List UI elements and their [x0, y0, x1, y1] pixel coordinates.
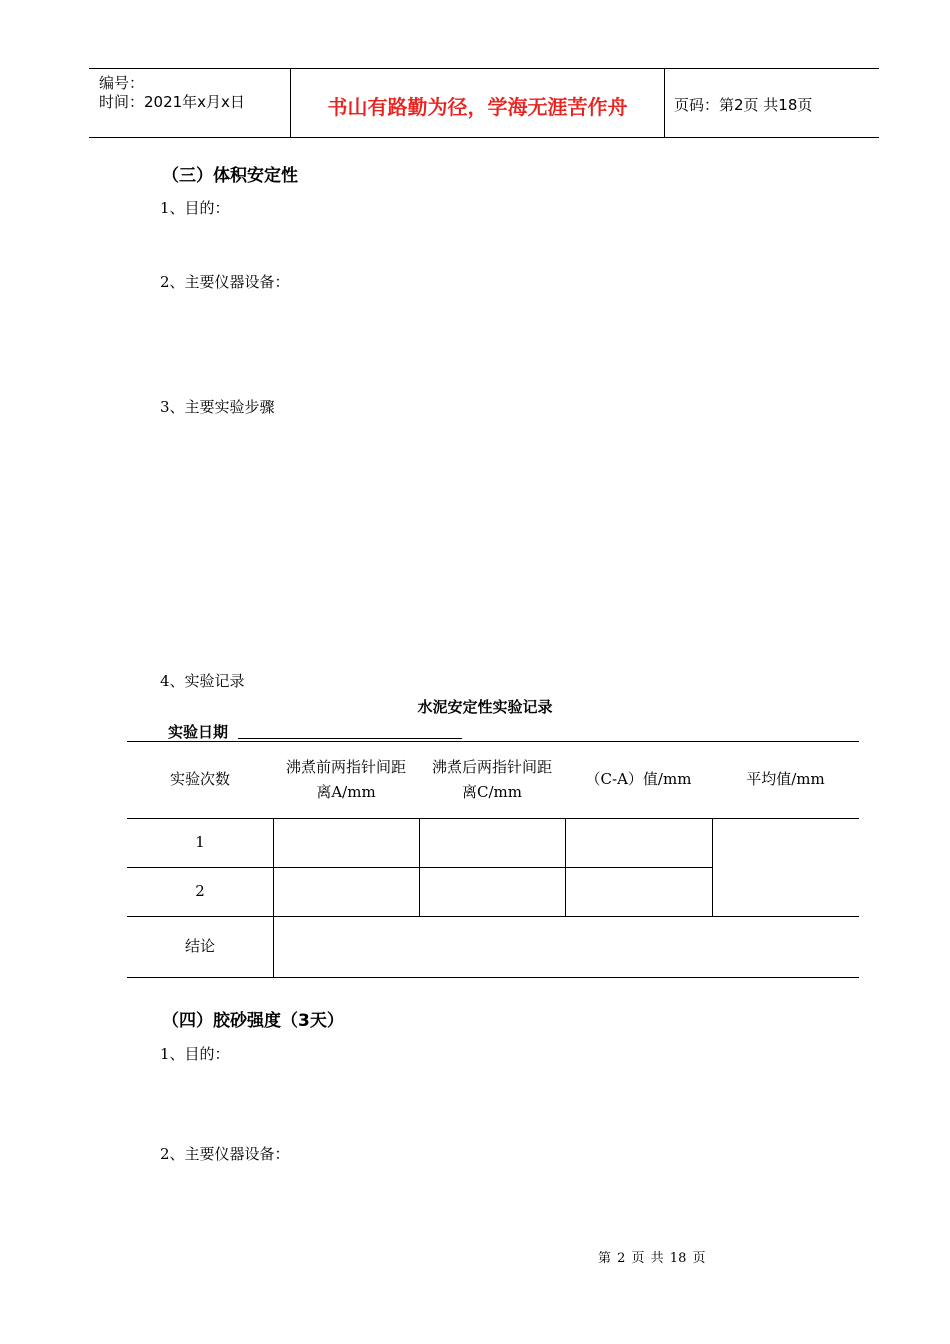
cell-average[interactable] [712, 818, 859, 916]
section4-item-purpose: 1、目的： [160, 1045, 230, 1063]
page-header [89, 68, 879, 138]
section-title-mortar-strength: （四）胶砂强度（3天） [162, 1011, 344, 1031]
motto: 书山有路勤为径，学海无涯苦作舟 [327, 95, 628, 119]
header-average: 平均值/mm [746, 770, 825, 788]
cell-distance-c[interactable] [419, 867, 565, 916]
section3-item-equipment: 2、主要仪器设备： [160, 273, 290, 291]
row-label: 2 [195, 882, 205, 900]
cell-difference[interactable] [565, 818, 712, 867]
header-distance-after: 沸煮后两指针间距离C/mm [431, 757, 552, 801]
header-distance-before: 沸煮前两指针间距离A/mm [285, 757, 406, 801]
section4-item-equipment: 2、主要仪器设备： [160, 1145, 290, 1163]
header-trial-count: 实验次数 [169, 770, 230, 788]
time-label: 时间：2021年x月x日 [99, 93, 245, 111]
header-page-cell [664, 69, 879, 137]
header-info-cell [89, 69, 290, 137]
row-label: 1 [195, 833, 205, 851]
experiment-date-label: 实验日期 [168, 723, 229, 741]
number-label: 编号： [99, 74, 145, 92]
section-title-stability: （三）体积安定性 [162, 166, 298, 186]
header-motto-cell [290, 69, 665, 137]
conclusion-label: 结论 [184, 937, 215, 955]
cell-distance-a[interactable] [273, 818, 419, 867]
section3-item-record: 4、实验记录 [160, 672, 245, 690]
cell-distance-c[interactable] [419, 818, 565, 867]
stability-record-table [127, 741, 859, 978]
section3-item-purpose: 1、目的： [160, 199, 230, 217]
cell-distance-a[interactable] [273, 867, 419, 916]
experiment-date-field[interactable] [238, 738, 462, 739]
table-caption: 水泥安定性实验记录 [417, 698, 553, 716]
page-info: 页码：第2页 共18页 [674, 96, 813, 114]
section3-item-steps: 3、主要实验步骤 [160, 398, 275, 416]
header-difference: （C-A）值/mm [585, 770, 692, 788]
conclusion-field[interactable] [273, 916, 859, 977]
table-rule [127, 977, 859, 978]
page-footer: 第 2 页 共 18 页 [598, 1251, 706, 1266]
cell-difference[interactable] [565, 867, 712, 916]
